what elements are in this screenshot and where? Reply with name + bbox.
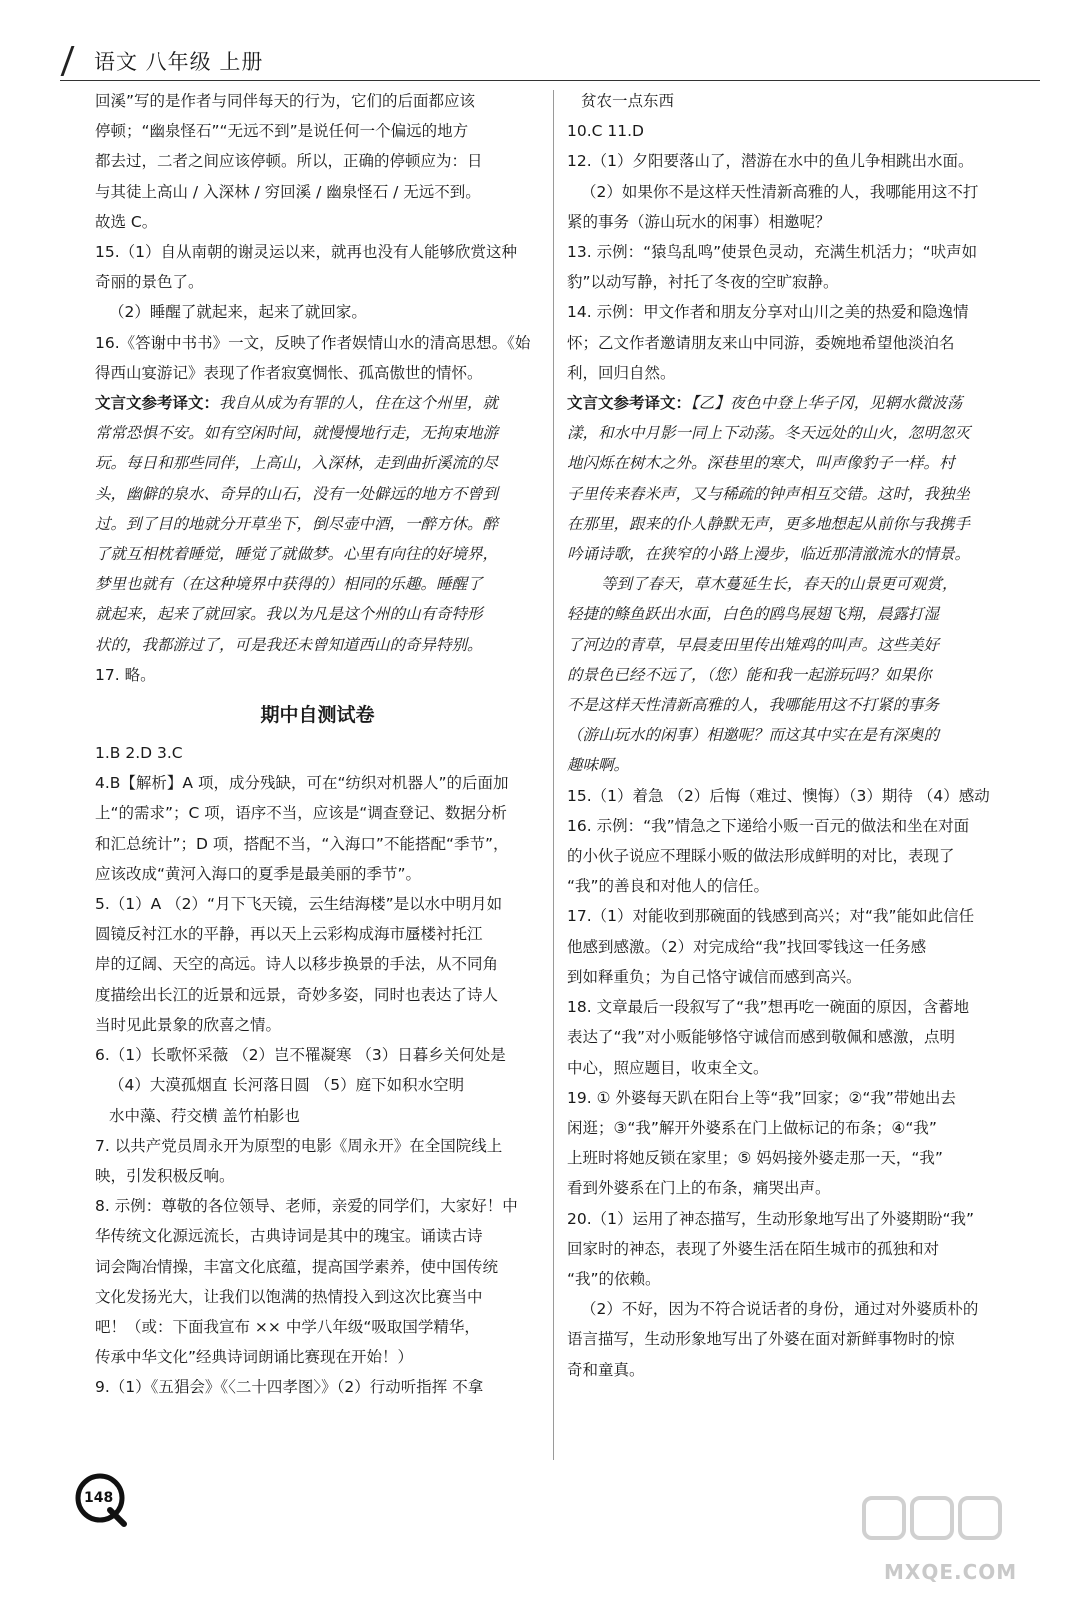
answer-line: 4.B【解析】A 项，成分残缺，可在“纺织对机器人”的后面加	[95, 774, 509, 793]
answer-16: 16.《答谢中书书》一文，反映了作者娱情山水的清高思想。《始	[95, 333, 531, 352]
translation-line: 轻捷的鲦鱼跃出水面，白色的鸥鸟展翅飞翔，晨露打湿	[567, 605, 940, 624]
translation-line: 玩。每日和那些同伴，上高山，入深林，走到曲折溪流的尽	[95, 454, 499, 473]
answer-line: 上班时将她反锁在家里；⑤ 妈妈接外婆走那一天，“我”	[567, 1149, 943, 1168]
answer-17: 17. 略。	[95, 665, 156, 684]
answer-15: 15.（1）自从南朝的谢灵运以来，就再也没有人能够欣赏这种	[95, 243, 518, 262]
translation-label: 文言文参考译文：	[567, 394, 692, 413]
answer-line: 当时见此景象的欣喜之情。	[95, 1015, 282, 1034]
answer-14: 14. 示例：甲文作者和朋友分享对山川之美的热爱和隐逸情	[567, 303, 969, 322]
answer-line: 8. 示例：尊敬的各位领导、老师，亲爱的同学们，大家好！中	[95, 1197, 518, 1216]
answer-line: 传承中华文化”经典诗词朗诵比赛现在开始！）	[95, 1348, 414, 1367]
answer-line: 词会陶冶情操，丰富文化底蕴，提高国学素养，使中国传统	[95, 1257, 499, 1276]
answer-line: （4）大漠孤烟直 长河落日圆 （5）庭下如积水空明	[109, 1076, 465, 1095]
translation-line: 等到了春天，草木蔓延生长，春天的山景更可观赏，	[601, 575, 958, 594]
translation-line: 文言文参考译文：我自从成为有罪的人，住在这个州里，就	[95, 394, 499, 413]
translation-line: （游山玩水的闲事）相邀呢？而这其中实在是有深奥的	[567, 726, 940, 745]
answer-line: 紧的事务（游山玩水的闲事）相邀呢？	[567, 212, 831, 231]
answer-line: 回溪”写的是作者与同伴每天的行为，它们的后面都应该	[95, 92, 476, 110]
answer-line: （2）睡醒了就起来，起来了就回家。	[109, 303, 367, 322]
answer-line: 的小伙子说应不理睬小贩的做法形成鲜明的对比，表现了	[567, 847, 955, 866]
column-divider	[553, 90, 554, 1460]
header-title: 语文 八年级 上册	[94, 50, 264, 74]
answer-line: 6.（1）长歌怀采薇 （2）岂不罹凝寒 （3）日暮乡关何处是	[95, 1046, 506, 1065]
answer-line: 奇丽的景色了。	[95, 273, 204, 292]
translation-line: 了就互相枕着睡觉，睡觉了就做梦。心里有向往的好境界，	[95, 545, 499, 564]
answer-line: 上“的需求”；C 项，语序不当，应该是“调查登记、数据分析	[95, 804, 507, 823]
translation-line: 趣味啊。	[567, 756, 630, 775]
translation-line: 文言文参考译文：【乙】夜色中登上华子冈，见辋水微波荡	[567, 394, 963, 413]
translation-line: 在那里，跟来的仆人静默无声，更多地想起从前你与我携手	[567, 514, 971, 533]
translation-line: 的景色已经不远了，（您）能和我一起游玩吗？如果你	[567, 665, 932, 684]
answer-line: 与其徒上高山 / 入深林 / 穷回溪 / 幽泉怪石 / 无远不到。	[95, 182, 481, 201]
page-header	[60, 42, 1040, 78]
right-column	[567, 86, 1022, 1385]
watermark-text: MXQE.COM	[884, 1560, 1018, 1584]
answer-19: 19. ① 外婆每天趴在阳台上等“我”回家；②“我”带她出去	[567, 1088, 956, 1107]
answer-line: 文化发扬光大，让我们以饱满的热情投入到这次比赛当中	[95, 1287, 483, 1306]
answer-line: 得西山宴游记》表现了作者寂寞惆怅、孤高傲世的情怀。	[95, 363, 483, 382]
answer-line: 岸的辽阔、天空的高远。诗人以移步换景的手法，从不同角	[95, 955, 499, 974]
answer-13: 13. 示例：“猿鸟乱鸣”使景色灵动，充满生机活力；“吠声如	[567, 243, 978, 262]
answer-line: 度描绘出长江的近景和远景，奇妙多姿，同时也表达了诗人	[95, 985, 499, 1004]
answer-line: 豹”以动写静，衬托了冬夜的空旷寂静。	[567, 273, 839, 292]
answer-line: 怀；乙文作者邀请朋友来山中同游，委婉地希望他淡泊名	[567, 333, 955, 352]
answer-line: （2）不好，因为不符合说话者的身份，通过对外婆质朴的	[581, 1300, 979, 1319]
left-column	[95, 86, 540, 1403]
answer-line: 1.B 2.D 3.C	[95, 744, 183, 763]
answer-line: 9.（1）《五猖会》《〈二十四孝图〉》（2）行动听指挥 不拿	[95, 1378, 484, 1397]
translation-line: 常常恐惧不安。如有空闲时间，就慢慢地行走，无拘束地游	[95, 424, 499, 443]
translation-line: 梦里也就有（在这种境界中获得的）相同的乐趣。睡醒了	[95, 575, 483, 594]
answer-line: 他感到感激。（2）对完成给“我”找回零钱这一任务感	[567, 937, 927, 956]
answer-line: 10.C 11.D	[567, 122, 644, 141]
answer-line: 奇和童真。	[567, 1360, 645, 1379]
answer-line: 映，引发积极反响。	[95, 1166, 235, 1185]
answer-line: 利，回归自然。	[567, 363, 676, 382]
answer-line: 5.（1）A （2）“月下飞天镜，云生结海楼”是以水中明月如	[95, 895, 503, 914]
translation-line: 状的，我都游过了，可是我还未曾知道西山的奇异特别。	[95, 635, 483, 654]
answer-line: 回家时的神态，表现了外婆生活在陌生城市的孤独和对	[567, 1239, 940, 1258]
answer-16: 16. 示例：“我”情急之下递给小贩一百元的做法和坐在对面	[567, 816, 970, 835]
answer-18: 18. 文章最后一段叙写了“我”想再吃一碗面的原因，含蓄地	[567, 998, 970, 1017]
translation-line: 漾，和水中月影一同上下动荡。冬天远处的山火，忽明忽灭	[567, 424, 971, 443]
answer-line: （2）如果你不是这样天性清新高雅的人，我哪能用这不打	[581, 182, 979, 201]
answer-15: 15.（1）着急 （2）后悔（难过、懊悔）（3）期待 （4）感动	[567, 786, 990, 805]
answer-line: 停顿；“幽泉怪石”“无远不到”是说任何一个偏远的地方	[95, 122, 469, 141]
answer-line: 表达了“我”对小贩能够恪守诚信而感到敬佩和感激，点明	[567, 1028, 956, 1047]
translation-line: 吟诵诗歌，在狭窄的小路上漫步，临近那清澈流水的情景。	[567, 545, 971, 564]
answer-line: 到如释重负；为自己恪守诚信而感到高兴。	[567, 967, 862, 986]
translation-line: 了河边的青草，早晨麦田里传出雉鸡的叫声。这些美好	[567, 635, 940, 654]
answer-20: 20.（1）运用了神态描写，生动形象地写出了外婆期盼“我”	[567, 1209, 975, 1228]
header-rule	[60, 80, 1040, 81]
answer-line: 中心，照应题目，收束全文。	[567, 1058, 769, 1077]
answer-line: 贫农一点东西	[581, 92, 675, 110]
answer-line: 和汇总统计”；D 项，搭配不当，“入海口”不能搭配“季节”，	[95, 834, 509, 853]
answer-12: 12.（1）夕阳要落山了，潜游在水中的鱼儿争相跳出水面。	[567, 152, 974, 171]
answer-line: 7. 以共产党员周永开为原型的电影《周永开》在全国院线上	[95, 1136, 503, 1155]
answer-line: 故选 C。	[95, 212, 158, 231]
answer-line: 华传统文化源远流长，古典诗词是其中的瑰宝。诵读古诗	[95, 1227, 483, 1246]
answer-line: “我”的善良和对他人的信任。	[567, 877, 770, 896]
answer-line: 水中藻、荇交横 盖竹柏影也	[109, 1106, 300, 1125]
answer-line: 吧！（或：下面我宣布 ×× 中学八年级“吸取国学精华，	[95, 1317, 480, 1336]
page-number: 148	[84, 1490, 114, 1506]
answer-line: 都去过，二者之间应该停顿。所以，正确的停顿应为：日	[95, 152, 483, 171]
translation-line: 过。到了目的地就分开草坐下，倒尽壶中酒，一醉方休。醉	[95, 514, 499, 533]
translation-line: 就起来，起来了就回家。我以为凡是这个州的山有奇特形	[95, 605, 483, 624]
translation-label: 文言文参考译文：	[95, 394, 220, 413]
answer-17: 17.（1）对能收到那碗面的钱感到高兴；对“我”能如此信任	[567, 907, 975, 926]
answer-line: 看到外婆系在门上的布条，痛哭出声。	[567, 1179, 831, 1198]
answer-line: 圆镜反衬江水的平静，再以天上云彩构成海市蜃楼衬托江	[95, 925, 483, 944]
answer-line: 语言描写，生动形象地写出了外婆在面对新鲜事物时的惊	[567, 1330, 955, 1349]
translation-line: 地闪烁在树木之外。深巷里的寒犬，叫声像豹子一样。村	[567, 454, 955, 473]
section-title: 期中自测试卷	[260, 704, 375, 727]
answer-line: 闲逛；③“我”解开外婆系在门上做标记的布条；④“我”	[567, 1118, 937, 1137]
header-slash-mark	[61, 46, 75, 76]
answer-line: 应该改成“黄河入海口的夏季是最美丽的季节”。	[95, 864, 422, 883]
translation-line: 不是这样天性清新高雅的人，我哪能用这不打紧的事务	[567, 696, 940, 715]
answer-line: “我”的依赖。	[567, 1269, 661, 1288]
translation-line: 头，幽僻的泉水、奇异的山石，没有一处僻远的地方不曾到	[95, 484, 499, 503]
translation-line: 子里传来舂米声，又与稀疏的钟声相互交错。这时，我独坐	[567, 484, 971, 503]
